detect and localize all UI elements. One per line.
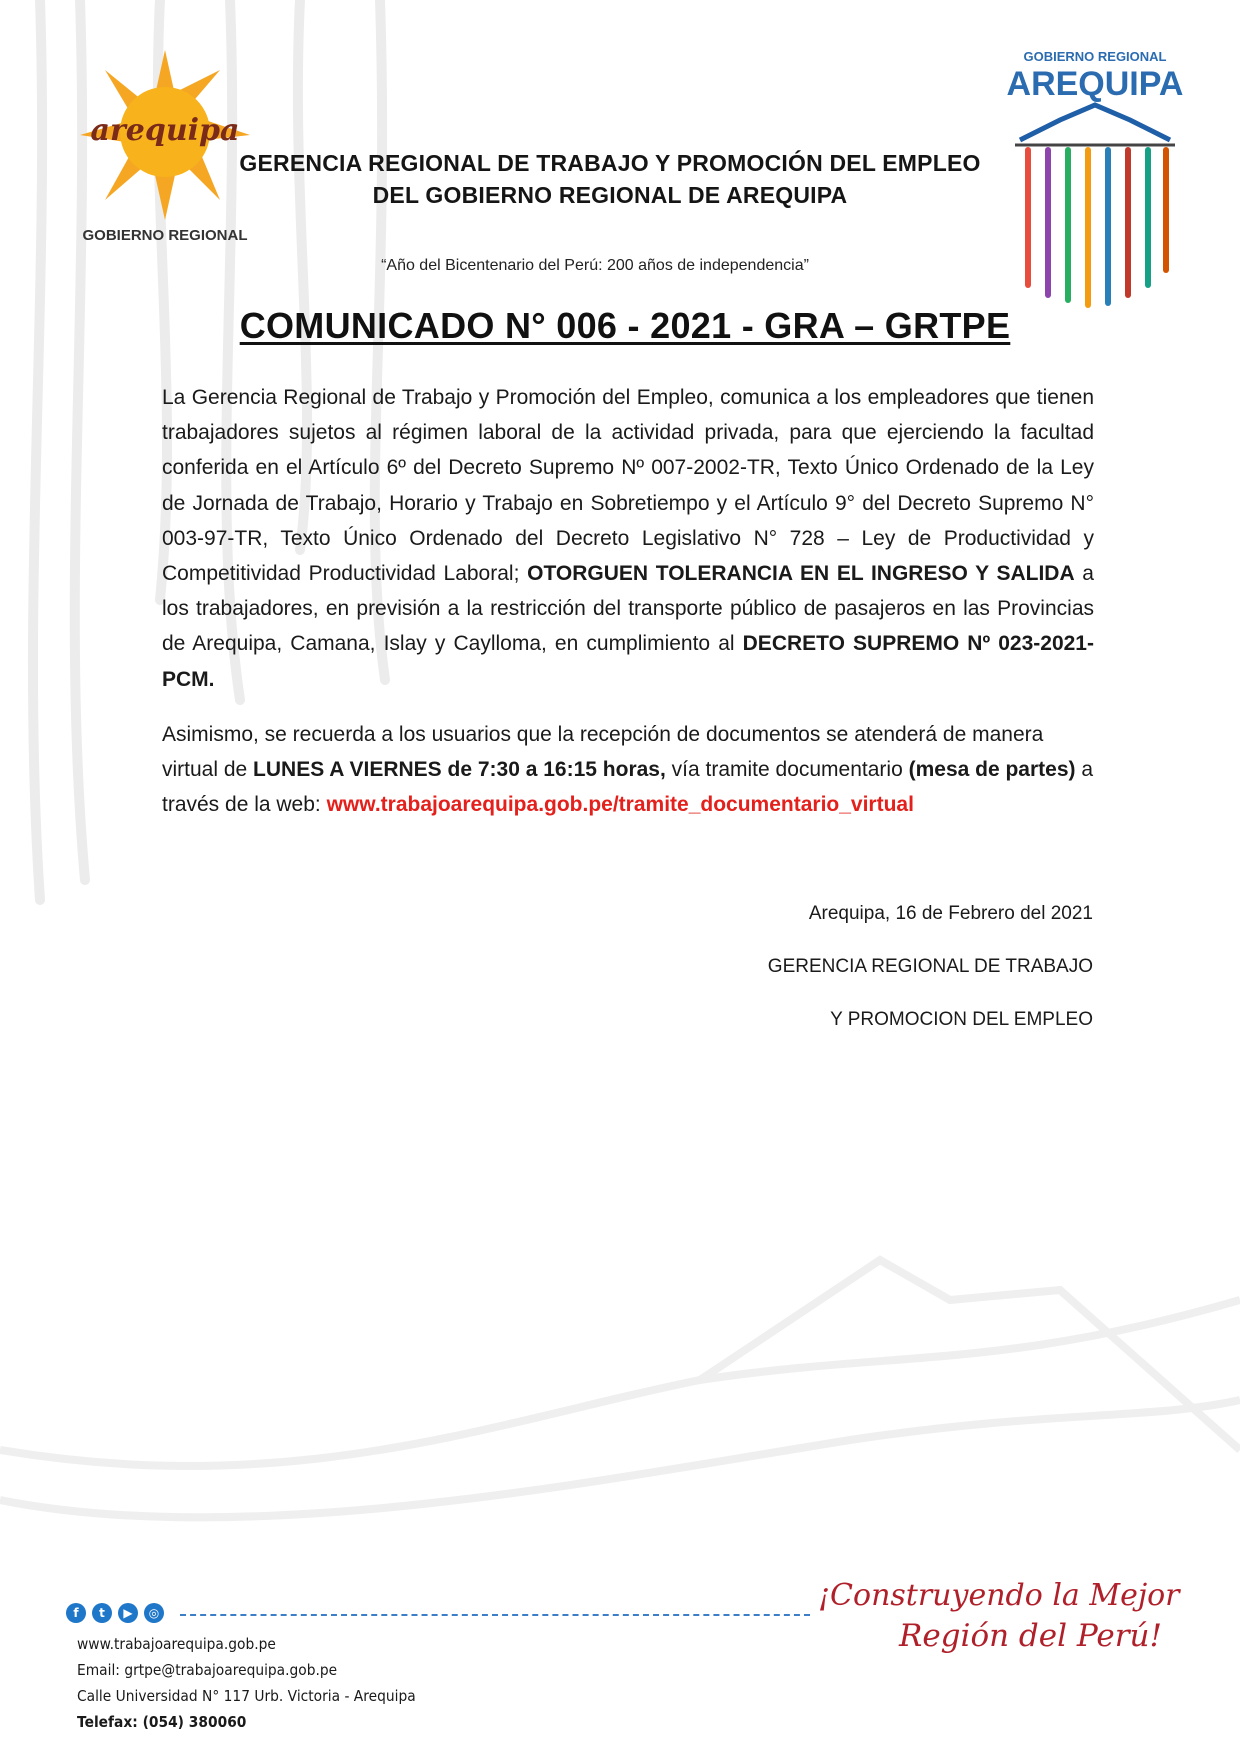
footer-address: Calle Universidad N° 117 Urb. Victoria - Arequipa <box>77 1687 416 1705</box>
tramite-virtual-link[interactable]: www.trabajoarequipa.gob.pe/tramite_documentario_virtual <box>326 793 914 817</box>
logo-right-title: AREQUIPA <box>1006 65 1184 103</box>
footer-website[interactable]: www.trabajoarequipa.gob.pe <box>77 1635 276 1653</box>
logo-right-caption: GOBIERNO REGIONAL <box>1023 49 1167 64</box>
instagram-icon[interactable]: ◎ <box>144 1603 164 1623</box>
p2-text-a: Asimismo, se recuerda a los usuarios que la recepción de documentos se atenderá de manera virtual de <box>162 723 1044 782</box>
mountain-icon <box>1020 105 1170 140</box>
document-title: COMUNICADO N° 006 - 2021 - GRA – GRTPE <box>239 305 1011 346</box>
sun-logo-icon <box>70 40 260 250</box>
signature-line-1: GERENCIA REGIONAL DE TRABAJO <box>767 956 1093 977</box>
slogan-line-1: ¡Construyendo la Mejor <box>818 1578 1180 1613</box>
gobierno-regional-logo-left <box>70 40 260 250</box>
p1-bold-decree: DECRETO SUPREMO Nº 023-2021-PCM. <box>162 632 1094 691</box>
youtube-icon[interactable]: ▶ <box>118 1603 138 1623</box>
footer-email[interactable]: Email: grtpe@trabajoarequipa.gob.pe <box>77 1661 338 1679</box>
signature-line-2: Y PROMOCION DEL EMPLEO <box>830 1009 1093 1030</box>
header-line-2: DEL GOBIERNO REGIONAL DE AREQUIPA <box>372 182 848 208</box>
body-paragraph-1 <box>162 380 1094 697</box>
facebook-icon[interactable]: f <box>66 1603 86 1623</box>
social-icons <box>66 1603 186 1625</box>
p2-bold-schedule: LUNES A VIERNES de 7:30 a 16:15 horas, <box>253 758 666 782</box>
footer-divider <box>180 1614 810 1616</box>
p1-text-a: La Gerencia Regional de Trabajo y Promoción del Empleo, comunica a los empleadores que tienen trabajadores sujetos al régimen laboral de la actividad privada, para que ejerciendo la facultad conferida en el Artículo 6º del Decreto Supremo Nº 007-2002-TR, Texto Único Ordenado de la Ley de Jornada de Trabajo, Horario y Trabajo en Sobretiempo y el Artículo 9° del Decreto Supremo N° 003-97-TR, Texto Único Ordenado del Decreto Legislativo N° 728 – Ley de Productividad y Competitividad Productividad Laboral; <box>162 386 1094 586</box>
footer-phone: Telefax: (054) 380060 <box>77 1713 247 1731</box>
twitter-icon[interactable]: t <box>92 1603 112 1623</box>
p2-bold-mesa-partes: (mesa de partes) <box>908 758 1076 782</box>
logo-left-wordmark: arequipa <box>90 113 240 148</box>
p2-text-e: a través de la web: <box>162 758 1094 817</box>
p1-bold-tolerance: OTORGUEN TOLERANCIA EN EL INGRESO Y SALIDA <box>527 562 1075 586</box>
header-line-1: GERENCIA REGIONAL DE TRABAJO Y PROMOCIÓN DEL EMPLEO <box>239 150 981 176</box>
p1-text-c: a los trabajadores, en previsión a la restricción del transporte público de pasajeros en las Provincias de Arequipa, Camana, Islay y Caylloma, en cumplimiento al <box>162 562 1094 656</box>
body-paragraph-2 <box>162 717 1094 823</box>
year-motto: “Año del Bicentenario del Perú: 200 años de independencia” <box>381 257 809 274</box>
slogan-line-2: Región del Perú! <box>899 1618 1162 1654</box>
signature-date: Arequipa, 16 de Febrero del 2021 <box>808 903 1093 924</box>
p2-text-c: vía tramite documentario <box>665 758 909 782</box>
logo-left-caption: GOBIERNO REGIONAL <box>82 227 248 244</box>
